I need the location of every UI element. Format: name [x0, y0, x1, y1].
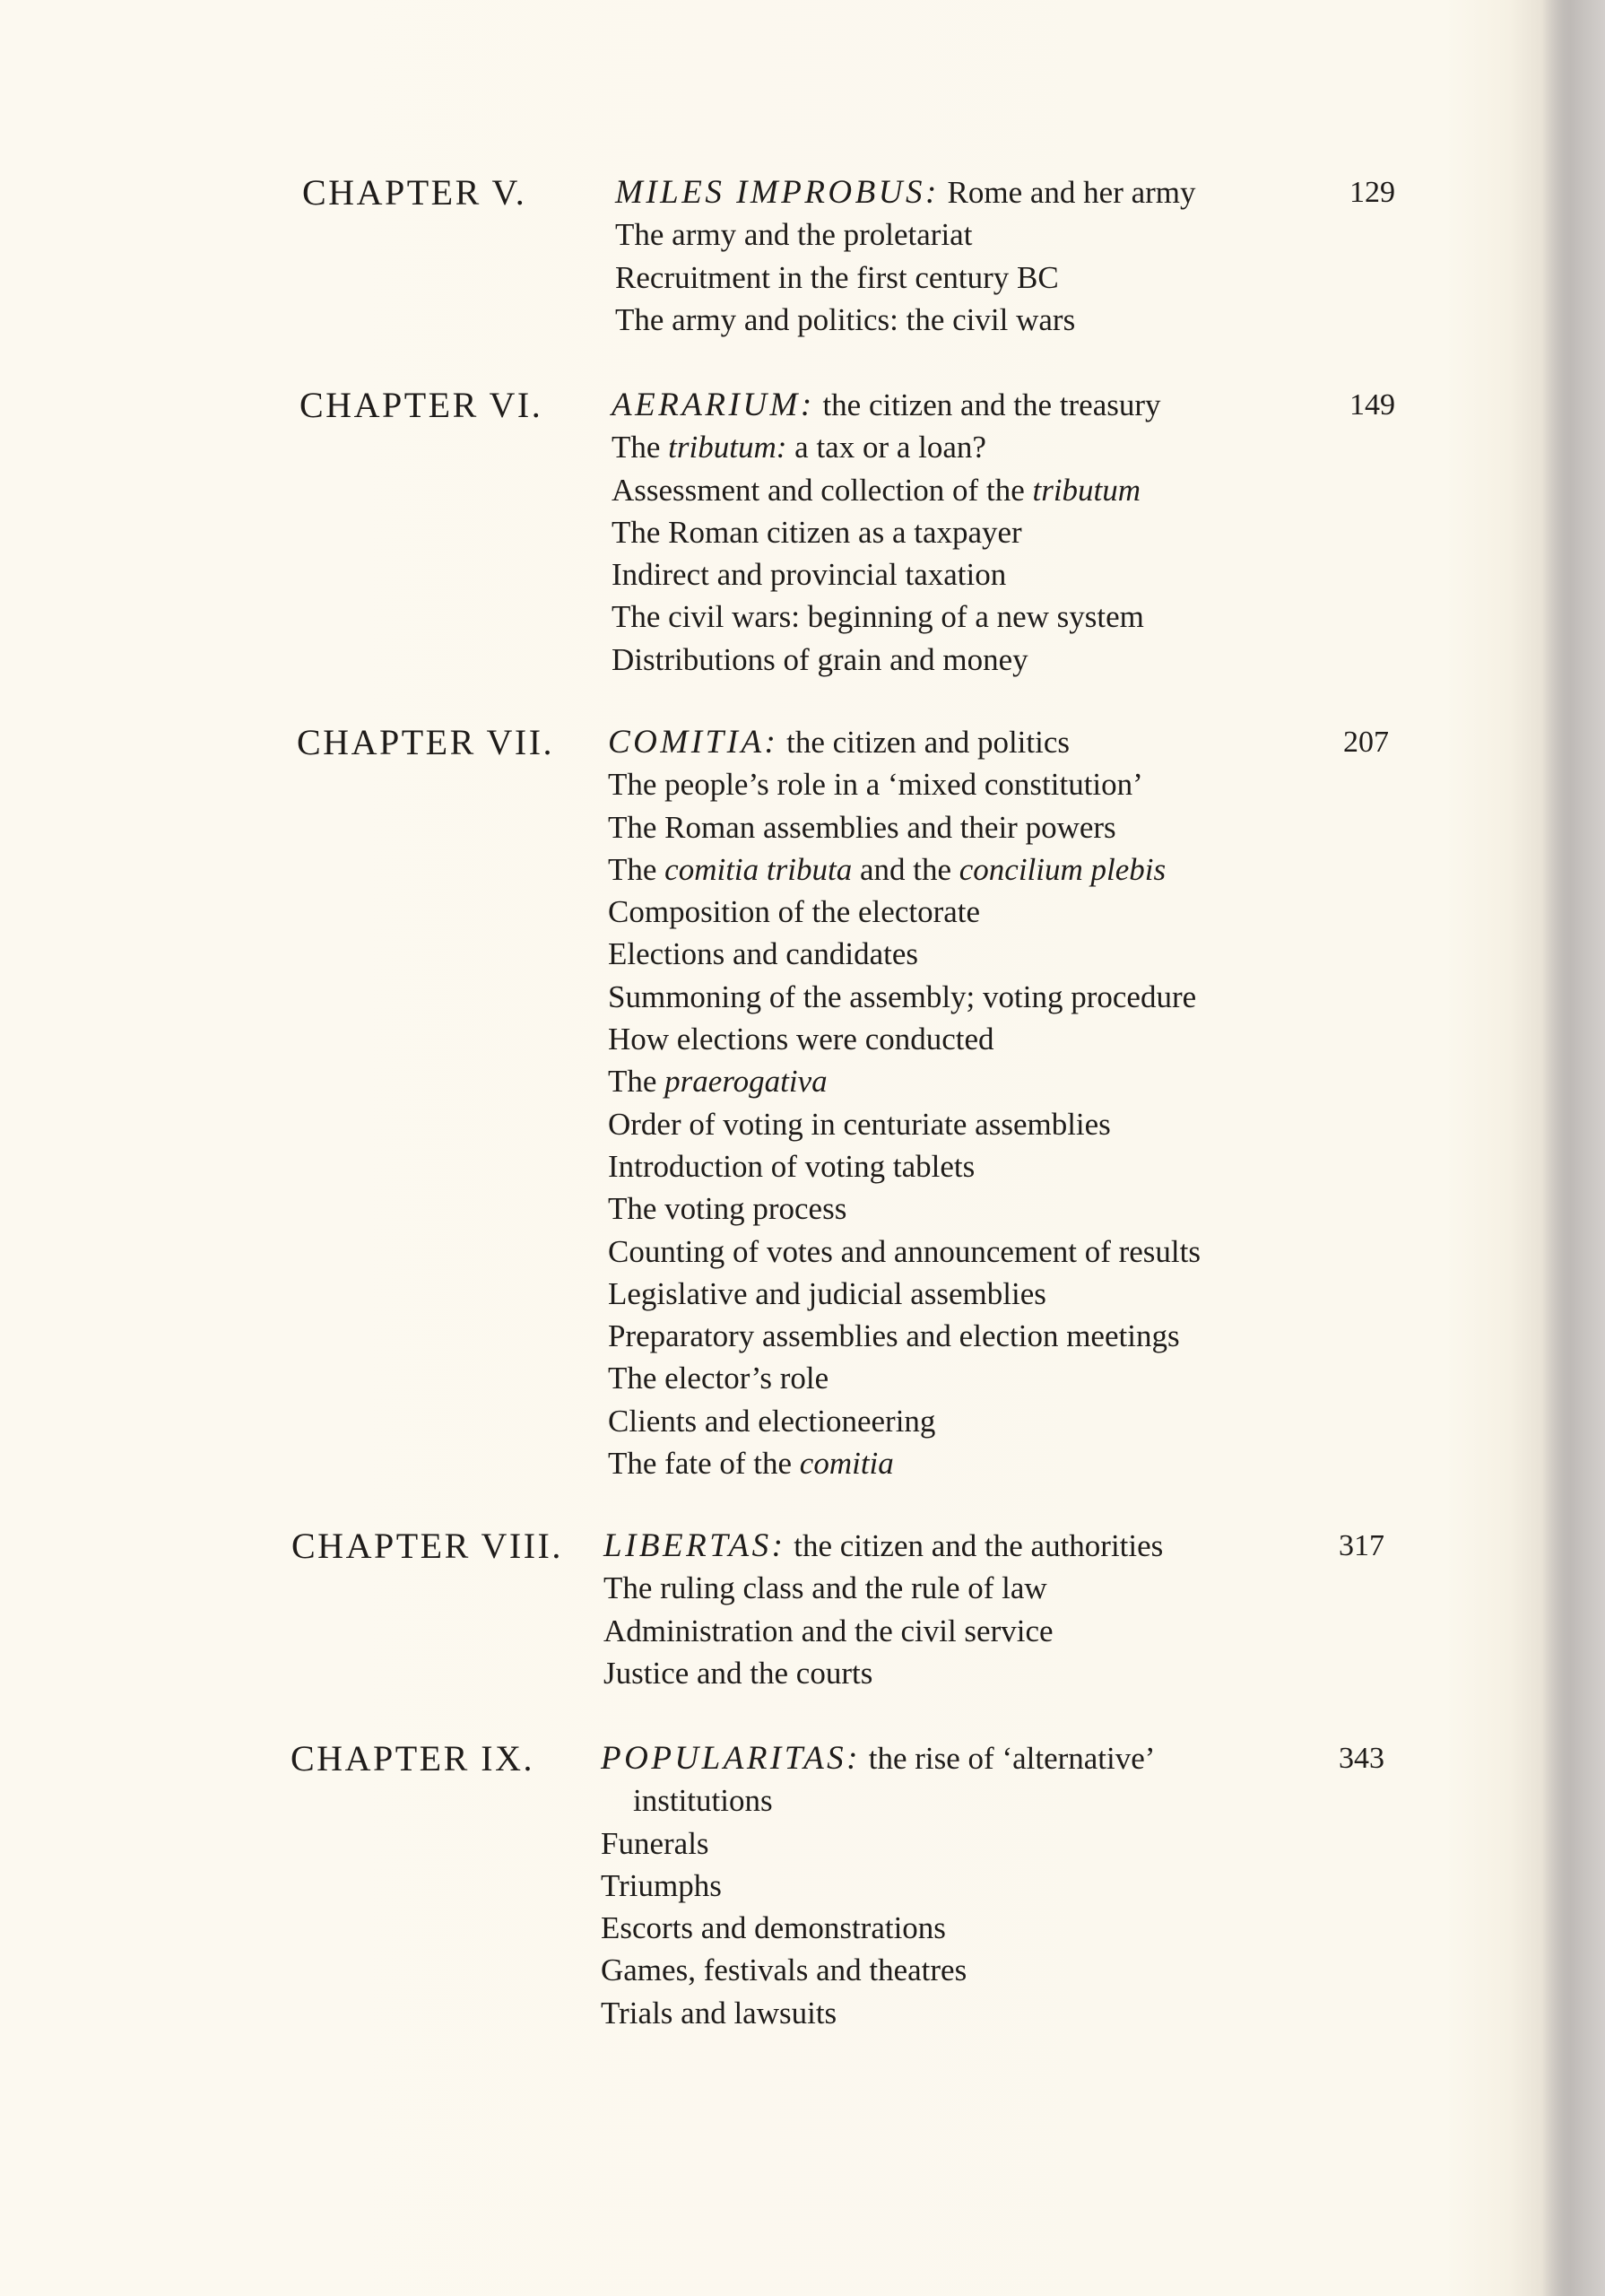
entry-text: and the	[852, 851, 959, 887]
section-entry: Trials and lawsuits	[601, 1995, 837, 2031]
entry-text: The	[612, 430, 669, 465]
section-entry: The elector’s role	[608, 1361, 829, 1396]
section-entry: Triumphs	[601, 1867, 722, 1903]
section-entry: The army and the proletariat	[615, 217, 973, 253]
chapter-entries	[601, 1737, 1155, 2034]
entry-italic: concilium plebis	[959, 851, 1167, 887]
chapter-title-rest: the citizen and the treasury	[814, 387, 1161, 422]
section-entry: How elections were conducted	[608, 1022, 994, 1057]
section-entry: Introduction of voting tablets	[608, 1148, 976, 1184]
section-entry: The Roman citizen as a taxpayer	[612, 514, 1022, 550]
section-entry: The army and politics: the civil wars	[615, 301, 1076, 337]
section-entry: The ruling class and the rule of law	[603, 1570, 1047, 1606]
entry-italic: comitia	[799, 1446, 894, 1482]
chapter-keyword: POPULARITAS:	[601, 1740, 861, 1777]
chapter-keyword: MILES IMPROBUS:	[615, 174, 940, 211]
chapter-entries	[603, 1525, 1163, 1694]
section-entry	[612, 426, 1161, 468]
entry-italic: comitia tributa	[664, 851, 853, 887]
section-entry: Recruitment in the first century BC	[615, 259, 1059, 295]
section-entry	[608, 1442, 1201, 1484]
chapter-label: CHAPTER IX.	[291, 1738, 534, 1779]
chapter-title-rest: the rise of ‘alternative’	[861, 1741, 1156, 1776]
entry-text: The	[608, 851, 665, 887]
chapter-entries	[608, 721, 1201, 1484]
entry-italic: tributum:	[668, 430, 787, 465]
section-entry: Clients and electioneering	[608, 1403, 936, 1439]
section-entry: Composition of the electorate	[608, 894, 981, 930]
chapter-label: CHAPTER VIII.	[291, 1526, 563, 1566]
section-entry: The voting process	[608, 1191, 847, 1227]
section-entry: Legislative and judicial assemblies	[608, 1275, 1046, 1311]
section-entry: Counting of votes and announcement of results	[608, 1233, 1201, 1269]
chapter-page-number: 317	[1339, 1529, 1384, 1562]
chapter-title	[601, 1737, 1155, 1779]
chapter-label: CHAPTER V.	[302, 172, 527, 213]
chapter-page-number: 207	[1343, 726, 1389, 759]
page-edge-shadow	[1542, 0, 1605, 2296]
section-entry: The Roman assemblies and their powers	[608, 809, 1116, 845]
chapter-label: CHAPTER VII.	[297, 722, 555, 762]
chapter-page-number: 343	[1339, 1742, 1384, 1775]
section-entry: Justice and the courts	[603, 1655, 873, 1691]
chapter-title	[615, 171, 1196, 213]
chapter-page-number: 129	[1349, 176, 1395, 209]
section-entry	[608, 848, 1201, 891]
entry-text: The	[608, 1064, 665, 1100]
chapter-label: CHAPTER VI.	[299, 385, 543, 425]
section-entry: Administration and the civil service	[603, 1613, 1054, 1648]
section-entry: The people’s role in a ‘mixed constitution’	[608, 767, 1143, 803]
section-entry: Preparatory assemblies and election meetings	[608, 1318, 1180, 1354]
entry-text: a tax or a loan?	[786, 430, 986, 465]
chapter-title	[603, 1525, 1163, 1567]
chapter-title	[612, 384, 1161, 426]
section-entry: Elections and candidates	[608, 936, 918, 972]
chapter-title-rest: Rome and her army	[939, 175, 1196, 210]
chapter-page-number: 149	[1349, 388, 1395, 422]
section-entry: Summoning of the assembly; voting procedure	[608, 978, 1197, 1014]
section-entry: Indirect and provincial taxation	[612, 557, 1007, 593]
entry-text: The fate of the	[608, 1446, 800, 1482]
section-entry	[608, 1060, 1201, 1102]
chapter-keyword: COMITIA:	[608, 724, 779, 761]
entry-italic: tributum	[1032, 472, 1141, 508]
chapter-title-continuation: institutions	[633, 1783, 773, 1819]
section-entry	[612, 469, 1161, 511]
chapter-entries	[612, 384, 1161, 681]
chapter-title	[608, 721, 1201, 763]
entry-text: Assessment and collection of the	[612, 472, 1033, 508]
section-entry: Distributions of grain and money	[612, 641, 1028, 677]
chapter-keyword: AERARIUM:	[612, 387, 815, 423]
section-entry: The civil wars: beginning of a new system	[612, 599, 1144, 635]
chapter-title-rest: the citizen and politics	[778, 725, 1070, 760]
section-entry: Escorts and demonstrations	[601, 1910, 946, 1946]
chapter-title-rest: the citizen and the authorities	[785, 1528, 1164, 1563]
chapter-keyword: LIBERTAS:	[603, 1527, 786, 1564]
section-entry: Funerals	[601, 1825, 709, 1861]
section-entry: Games, festivals and theatres	[601, 1952, 967, 1988]
section-entry: Order of voting in centuriate assemblies	[608, 1106, 1111, 1142]
entry-italic: praerogativa	[664, 1064, 828, 1100]
chapter-entries	[615, 171, 1196, 341]
